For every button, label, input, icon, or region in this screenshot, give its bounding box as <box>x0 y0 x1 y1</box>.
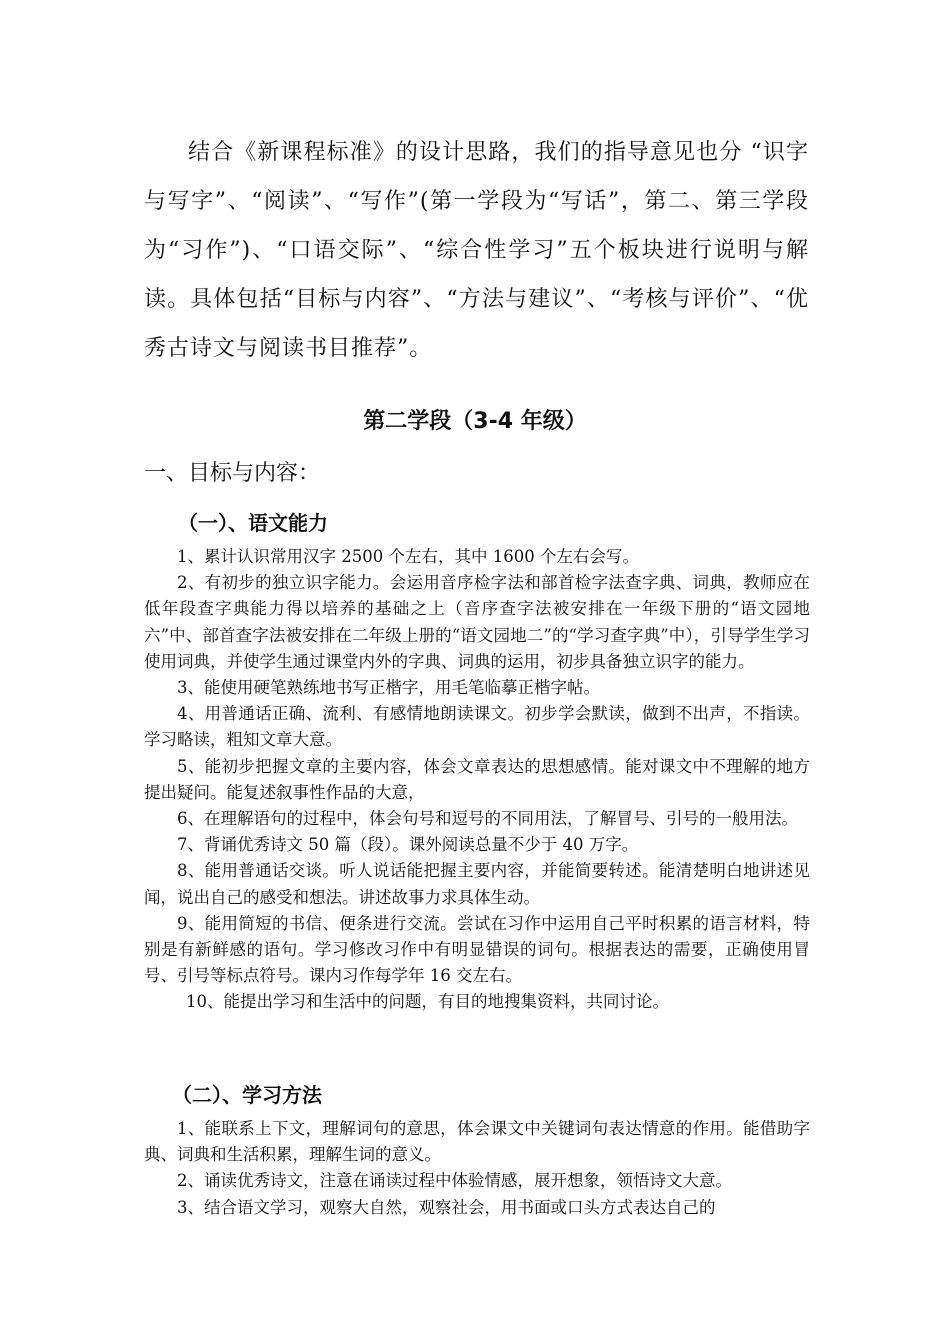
list-item: 9、能用简短的书信、便条进行交流。尝试在习作中运用自己平时积累的语言材料，特别是有新鲜感的语句。学习修改习作中有明显错误的词句。根据表达的需要，正确使用冒号、引号等标点符号。课内习作每学年 16 交左右。 <box>144 913 810 986</box>
language-ability-list <box>144 544 810 1016</box>
stage-title: 第二学段（3-4 年级） <box>363 409 587 434</box>
list-item: 2、诵读优秀诗文，注意在诵读过程中体验情感，展开想象，领悟诗文大意。 <box>177 1171 732 1191</box>
section-heading-goals: 一、目标与内容： <box>144 461 321 486</box>
list-item: 5、能初步把握文章的主要内容，体会文章表达的思想感情。能对课文中不理解的地方提出疑问。能复述叙事性作品的大意， <box>144 756 810 802</box>
list-item: 3、结合语文学习，观察大自然，观察社会，用书面或口头方式表达自己的 <box>177 1197 716 1217</box>
list-item: 3、能使用硬笔熟练地书写正楷字，用毛笔临摹正楷字帖。 <box>177 678 600 698</box>
subsection-heading-language-ability: （一）、语文能力 <box>178 511 328 535</box>
list-item: 10、能提出学习和生活中的问题，有目的地搜集资料，共同讨论。 <box>186 992 669 1012</box>
list-item: 4、用普通话正确、流利、有感情地朗读课文。初步学会默读，做到不出声，不指读。学习略读，粗知文章大意。 <box>144 704 810 750</box>
list-item: 1、能联系上下文，理解词句的意思，体会课文中关键词句表达情意的作用。能借助字典、词典和生活积累，理解生词的意义。 <box>144 1119 810 1165</box>
list-item: 8、能用普通话交谈。听人说话能把握主要内容，并能简要转述。能清楚明白地讲述见闻，说出自己的感受和想法。讲述故事力求具体生动。 <box>144 861 810 907</box>
learning-methods-list <box>144 1116 810 1221</box>
list-item: 6、在理解语句的过程中，体会句号和逗号的不同用法，了解冒号、引号的一般用法。 <box>177 809 798 829</box>
intro-paragraph: 结合《新课程标准》的设计思路，我们的指导意见也分 “识字与写字”、“阅读”、“写作”(第一学段为“写话”，第二、第三学段为“习作”)、“口语交际”、“综合性学习”五个板块进行说明与解读。具体包括“目标与内容”、“方法与建议”、“考核与评价”、“优秀古诗文与阅读书目推荐”。 <box>144 140 809 361</box>
subsection-heading-learning-methods: （二）、学习方法 <box>172 1083 322 1107</box>
list-item: 2、有初步的独立识字能力。会运用音序检字法和部首检字法查字典、词典，教师应在低年段查字典能力得以培养的基础之上（音序查字法被安排在一年级下册的“语文园地六”中、部首查字法被安排在二年级上册的“语文园地二”的“学习查字典”中），引导学生学习使用词典，并使学生通过课堂内外的字典、词典的运用，初步具备独立识字的能力。 <box>144 573 810 671</box>
list-item: 7、背诵优秀诗文 50 篇（段）。课外阅读总量不少于 40 万字。 <box>177 835 639 855</box>
list-item: 1、累计认识常用汉字 2500 个左右，其中 1600 个左右会写。 <box>177 547 639 566</box>
